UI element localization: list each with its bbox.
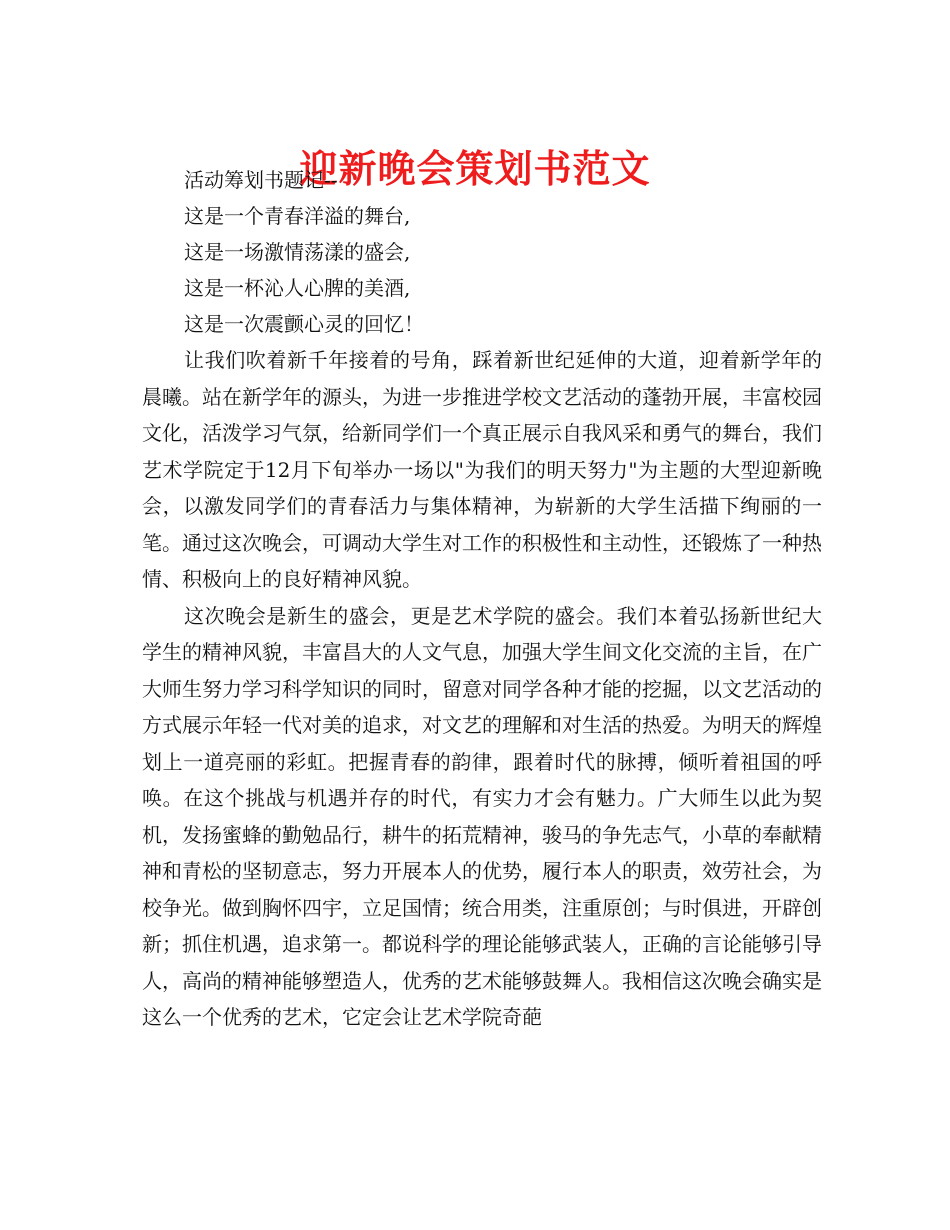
- body-paragraph-2: 这次晚会是新生的盛会，更是艺术学院的盛会。我们本着弘扬新世纪大学生的精神风貌，丰富昌大的人文气息，加强大学生间文化交流的主旨，在广大师生努力学习科学知识的同时，留意对同学各种才能的挖掘，以文艺活动的方式展示年轻一代对美的追求，对文艺的理解和对生活的热爱。为明天的辉煌划上一道亮丽的彩虹。把握青春的韵律，跟着时代的脉搏，倾听着祖国的呼唤。在这个挑战与机遇并存的时代，有实力才会有魅力。广大师生以此为契机，发扬蜜蜂的勤勉品行，耕牛的拓荒精神，骏马的争先志气，小草的奉献精神和青松的坚韧意志，努力开展本人的优势，履行本人的职责，效劳社会，为校争光。做到胸怀四宇，立足国情；统合用类，注重原创；与时俱进，开辟创新；抓住机遇，追求第一。都说科学的理论能够武装人，正确的言论能够引导人，高尚的精神能够塑造人，优秀的艺术能够鼓舞人。我相信这次晚会确实是这么一个优秀的艺术，它定会让艺术学院奇葩: [142, 603, 822, 1029]
- poem-line-5: 这是一次震颤心灵的回忆！: [184, 312, 424, 336]
- body-paragraph-1: 让我们吹着新千年接着的号角，踩着新世纪延伸的大道，迎着新学年的晨曦。站在新学年的源头，为进一步推进学校文艺活动的蓬勃开展，丰富校园文化，活泼学习气氛，给新同学们一个真正展示自我风采和勇气的舞台，我们艺术学院定于12月下旬举办一场以"为我们的明天努力"为主题的大型迎新晚会，以激发同学们的青春活力与集体精神，为崭新的大学生活描下绚丽的一笔。通过这次晚会，可调动大学生对工作的积极性和主动性，还锻炼了一种热情、积极向上的良好精神风貌。: [142, 348, 822, 591]
- document-body: [142, 162, 822, 1036]
- poem-line-1: 活动筹划书题记--: [184, 168, 338, 192]
- poem-line-4: 这是一杯沁人心脾的美酒,: [184, 276, 411, 300]
- poem-line-3: 这是一场激情荡漾的盛会,: [184, 240, 411, 264]
- document-title: 迎新晚会策划书范文: [299, 147, 651, 192]
- poem-line-2: 这是一个青春洋溢的舞台,: [184, 204, 411, 228]
